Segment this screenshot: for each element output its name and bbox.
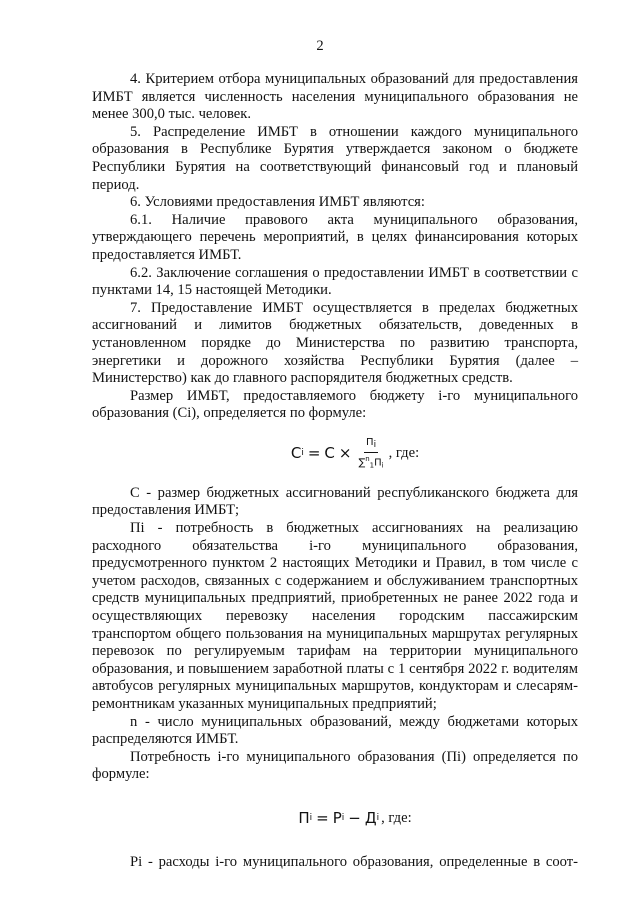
formula2-d: Д — [364, 809, 377, 828]
paragraph-6-1: 6.1. Наличие правового акта муниципального образования, утверждающего перечень мероприятий, в целях финансирования которых предоставляется ИМБТ. — [92, 211, 578, 263]
paragraph-pi-definition: Пi - потребность в бюджетных ассигнованиях на реализацию расходного обязательства i-го муниципального образования, предусмотренного пунктом 2 настоящих Методики и Правил, в том числе с учетом расходов, связанных с содержанием и обслуживанием транспортных средств муниципальных предприятий, приобретенных не ранее 2022 года и осуществляющих перевозку населения городским пассажирским транспортом общего пользования на муниципальных маршрутах регулярных перевозок по регулируемым тарифам на территории муниципального образования, и повышением заработной платы с 1 сентября 2022 г. водителям автобусов регулярных муниципальных маршрутов, кондукторам и слесарям-ремонтникам указанных муниципальных предприятий; — [92, 520, 578, 712]
formula1-sum-sub: 1 — [369, 461, 375, 470]
formula2-lhs-sub: i — [309, 813, 313, 824]
formula1-numerator — [364, 437, 378, 453]
document-body — [92, 71, 578, 872]
formula2-eq: = — [316, 809, 329, 828]
paragraph-size: Размер ИМБТ, предоставляемого бюджету i-го муниципального образования (Ci), определяется по формуле: — [92, 387, 578, 422]
formula2-lhs: П — [298, 809, 310, 828]
formula1-lhs: C — [290, 444, 302, 463]
paragraph-4: 4. Критерием отбора муниципальных образований для предоставления ИМБТ является численность населения муниципального образования не менее 300,0 тыс. человек. — [92, 71, 578, 123]
paragraph-6-2: 6.2. Заключение соглашения о предоставлении ИМБТ в соответствии с пунктами 14, 15 настоящей Методики. — [92, 264, 578, 299]
formula1-sum: ∑ — [358, 457, 366, 469]
formula1-fraction — [358, 437, 383, 471]
formula1-eq: = — [307, 444, 321, 463]
paragraph-6: 6. Условиями предоставления ИМБТ являются: — [130, 194, 425, 211]
formula2-where: , где: — [381, 810, 412, 827]
paragraph-c-definition: C - размер бюджетных ассигнований республиканского бюджета для предоставления ИМБТ; — [92, 484, 578, 519]
formula1-denominator — [358, 453, 383, 471]
paragraph-7: 7. Предоставление ИМБТ осуществляется в пределах бюджетных ассигнований и лимитов бюджетных обязательств, доведенных в установленном порядке до Министерства по развитию транспорта, энергетики и дорожного хозяйства Республики Бурятия (далее – Министерство) как до главного распорядителя бюджетных средств. — [92, 299, 578, 387]
formula1-c: C — [324, 444, 335, 463]
paragraph-5: 5. Распределение ИМБТ в отношении каждого муниципального образования в Республике Бурятия утверждается законом о бюджете Республики Бурятия на соответствующий финансовый год и плановый период. — [92, 123, 578, 193]
formula1-lhs-sub: i — [301, 448, 304, 459]
formula1-num-sub: i — [373, 439, 377, 450]
formula2-d-sub: i — [376, 813, 380, 824]
formula1-num: П — [366, 436, 374, 448]
formula2-p: P — [332, 809, 342, 828]
paragraph-need: Потребность i-го муниципального образования (Пi) определяется по формуле: — [92, 748, 578, 783]
formula2-p-sub: i — [341, 813, 345, 824]
formula1-den-term-sub: i — [381, 461, 384, 470]
formula1-times: × — [338, 444, 352, 463]
formula1-den-term: П — [374, 457, 382, 469]
formula2-minus: − — [348, 809, 361, 828]
formula-allocation — [92, 423, 578, 485]
formula-need — [92, 784, 578, 854]
paragraph-n-definition: n - число муниципальных образований, между бюджетами которых распределяются ИМБТ. — [92, 713, 578, 748]
page-number: 2 — [316, 38, 324, 54]
formula1-where: , где: — [388, 445, 420, 462]
formula1-sum-sup: n — [365, 454, 370, 463]
paragraph-pi-expenses: Pi - расходы i-го муниципального образования, определенные в соот- — [130, 853, 578, 870]
